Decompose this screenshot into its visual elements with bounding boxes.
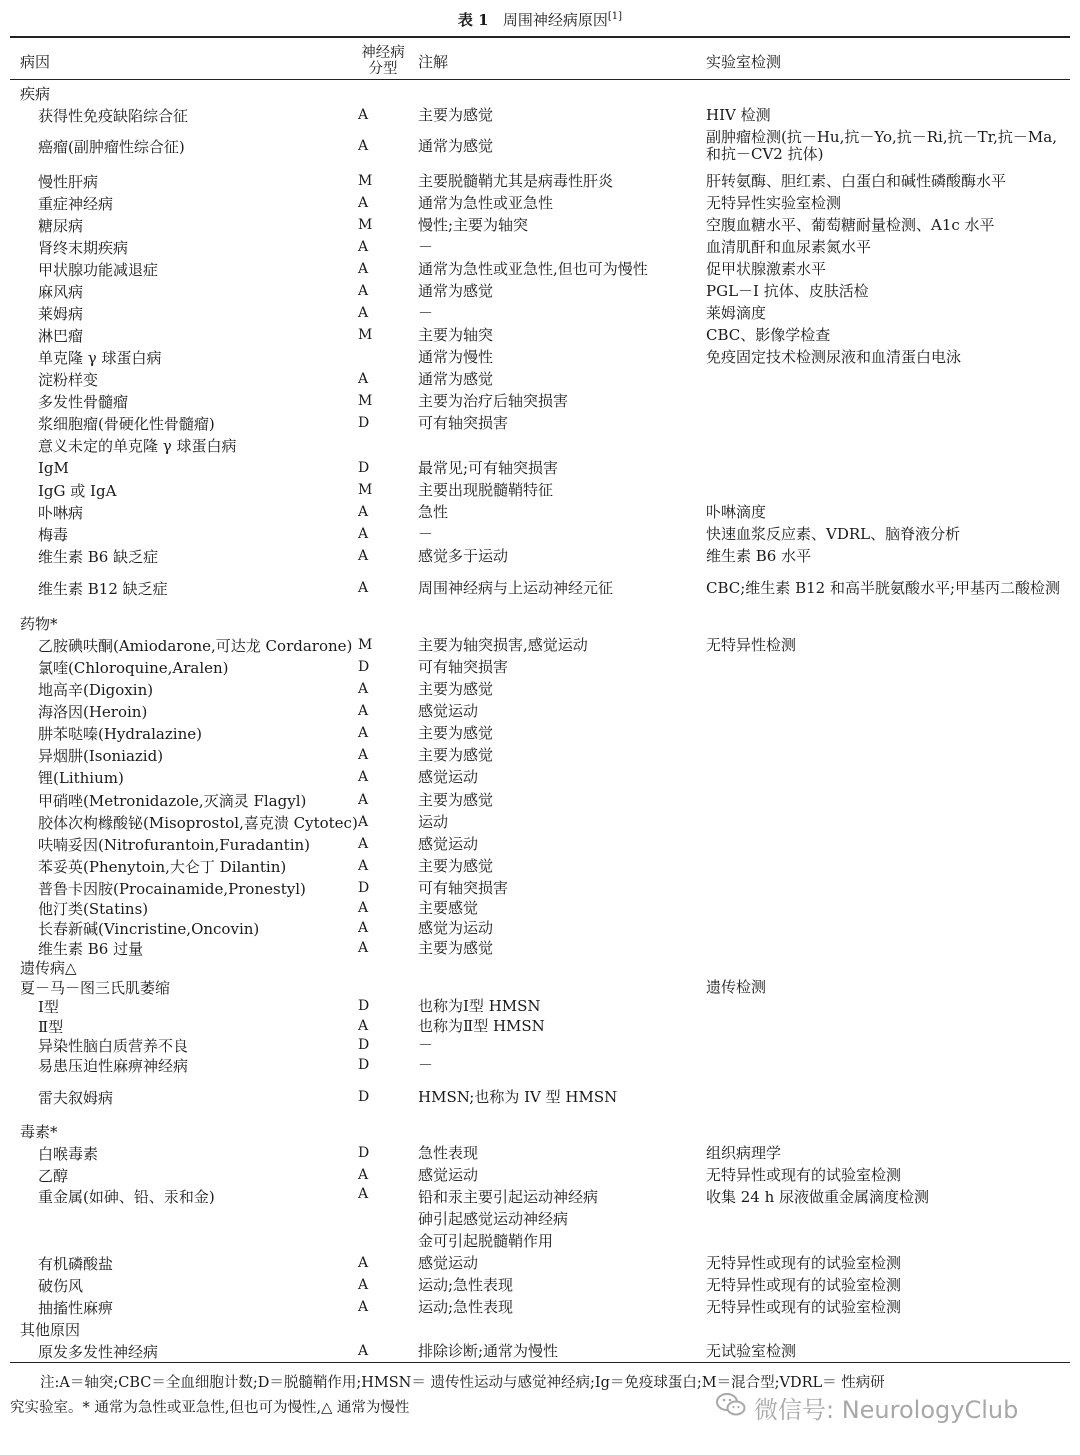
table-row: [10, 1186, 1070, 1252]
lab-cell: [706, 1086, 1070, 1108]
table-reference: [1]: [607, 11, 623, 22]
category-label: 夏－马－图三氏肌萎缩: [20, 978, 171, 997]
cause-cell: 胶体次枸橼酸铋(Misoprostol,喜克溃 Cytotec): [38, 813, 358, 832]
table-row: [10, 938, 1070, 958]
table-row: [10, 479, 1070, 501]
table-row: [10, 1164, 1070, 1186]
table-row: [10, 457, 1070, 479]
header-rule: [10, 79, 1070, 80]
cause-cell: 乙醇: [38, 1166, 69, 1185]
note-cell: 运动;急性表现: [418, 1298, 514, 1316]
lab-cell: [706, 898, 1070, 918]
cause-cell: 浆细胞瘤(骨硬化性骨髓瘤): [38, 414, 215, 433]
note-cell: [418, 82, 698, 104]
table-row: [10, 412, 1070, 434]
type-cell: A: [358, 792, 369, 808]
category-label: 毒素*: [20, 1122, 58, 1141]
table-row: [10, 126, 1070, 166]
cause-cell: 维生素 B6 过量: [38, 939, 144, 958]
type-cell: M: [358, 173, 373, 189]
note-cell: 通常为感觉: [418, 370, 494, 388]
type-cell: [358, 346, 408, 368]
cause-cell: 异染性脑白质营养不良: [38, 1036, 189, 1055]
lab-cell: 组织病理学: [706, 1143, 782, 1162]
lab-cell: [706, 368, 1070, 390]
watermark: [716, 1390, 1018, 1425]
header-note: 注解: [418, 52, 449, 71]
table-row: [10, 170, 1070, 192]
table-row: [10, 566, 1070, 610]
lab-cell: [706, 434, 1070, 456]
cause-cell: 氯喹(Chloroquine,Aralen): [38, 658, 229, 677]
lab-cell: [706, 412, 1070, 434]
footnote-line-1: 注:A＝轴突;CBC＝全血细胞计数;D＝脱髓鞘作用;HMSN＝ 遗传性运动与感觉神经病;Ig＝免疫球蛋白;M＝混合型;VDRL＝ 性病研: [40, 1375, 885, 1391]
table-row: [10, 324, 1070, 346]
type-cell: A: [358, 239, 369, 255]
table-row: [10, 214, 1070, 236]
note-cell: 感觉为运动: [418, 919, 494, 937]
note-cell: 主要为感觉: [418, 791, 494, 809]
table-row: [10, 678, 1070, 700]
bottom-rule: [10, 1362, 1070, 1363]
type-cell: A: [358, 1343, 369, 1359]
lab-cell: [706, 390, 1070, 412]
lab-cell: 促甲状腺激素水平: [706, 259, 827, 278]
lab-cell: [706, 996, 1070, 1016]
type-cell: D: [358, 998, 370, 1014]
note-cell: [418, 434, 698, 456]
cause-cell: 苯妥英(Phenytoin,大仑丁 Dilantin): [38, 857, 287, 876]
type-cell: A: [358, 1167, 369, 1183]
lab-cell: [706, 811, 1070, 833]
table-row: [10, 302, 1070, 324]
cause-cell: 重金属(如砷、铅、汞和金): [38, 1188, 215, 1206]
lab-cell: 卟啉滴度: [706, 502, 767, 521]
table-row: [10, 996, 1070, 1016]
lab-cell: [706, 877, 1070, 899]
table-row: [10, 722, 1070, 744]
type-cell: [358, 1318, 408, 1340]
table-row: [10, 855, 1070, 877]
type-cell: A: [358, 836, 369, 852]
lab-cell: [706, 82, 1070, 104]
lab-cell: 维生素 B6 水平: [706, 546, 812, 565]
cause-cell: 长春新碱(Vincristine,Oncovin): [38, 919, 260, 938]
lab-cell: 无特异性或现有的试验室检测: [706, 1275, 902, 1294]
lab-cell: CBC、影像学检查: [706, 325, 831, 344]
lab-cell: 快速血浆反应素、VDRL、脑脊液分析: [706, 524, 961, 543]
type-cell: A: [358, 107, 369, 123]
table-row: [10, 811, 1070, 833]
watermark-text: 微信号: NeurologyClub: [754, 1396, 1019, 1424]
note-cell: [418, 1120, 698, 1142]
note-cell: －: [418, 1036, 434, 1054]
top-rule: [10, 36, 1070, 38]
table-row: [10, 434, 1070, 456]
table-row: [10, 1296, 1070, 1318]
table-row: [10, 1055, 1070, 1075]
table-number: 表 1: [457, 11, 489, 29]
cause-cell: 维生素 B6 缺乏症: [38, 547, 159, 566]
type-cell: A: [358, 526, 369, 542]
note-cell: 排除诊断;通常为慢性: [418, 1342, 559, 1360]
note-cell: 也称为Ⅰ型 HMSN: [418, 997, 541, 1015]
category-row: [10, 82, 1070, 104]
type-cell: [358, 976, 408, 998]
type-cell: A: [358, 195, 369, 211]
type-cell: A: [358, 580, 369, 596]
cause-cell: 肾终末期疾病: [38, 238, 129, 257]
lab-cell: 无特异性实验室检测: [706, 193, 842, 212]
table-row: [10, 1035, 1070, 1055]
table-row: [10, 789, 1070, 811]
table-row: [10, 1142, 1070, 1164]
type-cell: A: [358, 920, 369, 936]
header-type: 神经病分型: [361, 45, 405, 77]
table-row: [10, 545, 1070, 567]
type-cell: [358, 956, 408, 978]
cause-cell: 乙胺碘呋酮(Amiodarone,可达龙 Cordarone): [38, 636, 353, 655]
category-label: 疾病: [20, 84, 51, 103]
table-row: [10, 1274, 1070, 1296]
table-row: [10, 1252, 1070, 1274]
cause-cell: Ⅰ型: [38, 997, 59, 1016]
lab-cell: 无特异性或现有的试验室检测: [706, 1253, 902, 1272]
lab-cell: [706, 479, 1070, 501]
lab-cell: 空腹血糖水平、葡萄糖耐量检测、A1c 水平: [706, 215, 995, 234]
table-row: [10, 656, 1070, 678]
cause-cell: IgG 或 IgA: [38, 481, 117, 500]
type-cell: A: [358, 747, 369, 763]
note-cell: 主要感觉: [418, 899, 479, 917]
note-cell: 也称为Ⅱ型 HMSN: [418, 1017, 545, 1035]
category-row: [10, 1120, 1070, 1142]
type-cell: A: [358, 703, 369, 719]
note-cell: 主要为感觉: [418, 106, 494, 124]
type-cell: A: [358, 900, 369, 916]
lab-cell: PGL－I 抗体、皮肤活检: [706, 281, 869, 300]
cause-cell: 肼苯哒嗪(Hydralazine): [38, 724, 202, 743]
cause-cell: 淋巴瘤: [38, 326, 84, 345]
type-cell: A: [358, 504, 369, 520]
table-title: [0, 6, 1080, 31]
table-row: [10, 1016, 1070, 1036]
note-cell: 周围神经病与上运动神经元征: [418, 579, 614, 597]
lab-cell: [706, 678, 1070, 700]
table-row: [10, 744, 1070, 766]
lab-cell: HIV 检测: [706, 105, 771, 124]
category-label: 其他原因: [20, 1320, 81, 1339]
type-cell: A: [358, 1018, 369, 1034]
cause-cell: Ⅱ型: [38, 1017, 64, 1036]
cause-cell: 易患压迫性麻痹神经病: [38, 1056, 189, 1075]
footnote-line-2: 究实验室。* 通常为急性或亚急性,但也可为慢性,△ 通常为慢性: [10, 1400, 410, 1416]
note-cell: 可有轴突损害: [418, 879, 509, 897]
type-cell: D: [358, 460, 370, 476]
table-row: [10, 390, 1070, 412]
category-row: [10, 1318, 1070, 1340]
type-cell: A: [358, 261, 369, 277]
lab-cell: [706, 1055, 1070, 1075]
table-row: [10, 346, 1070, 368]
note-cell: 主要为感觉: [418, 857, 494, 875]
type-cell: M: [358, 482, 373, 498]
type-cell: A: [358, 138, 369, 154]
type-cell: A: [358, 858, 369, 874]
note-cell: 通常为感觉: [418, 137, 494, 155]
cause-cell: 雷夫叙姆病: [38, 1088, 114, 1107]
note-cell: 通常为感觉: [418, 282, 494, 300]
note-cell: 通常为急性或亚急性,但也可为慢性: [418, 260, 648, 278]
type-cell: M: [358, 327, 373, 343]
lab-cell: 血清肌酐和血尿素氮水平: [706, 237, 872, 256]
lab-cell: CBC;维生素 B12 和高半胱氨酸水平;甲基丙二酸检测: [706, 578, 1061, 597]
lab-cell: [706, 855, 1070, 877]
type-cell: A: [358, 1299, 369, 1315]
type-cell: [358, 612, 408, 634]
lab-cell: 收集 24 h 尿液做重金属滴度检测: [706, 1188, 930, 1206]
lab-cell: [706, 833, 1070, 855]
cause-cell: 慢性肝病: [38, 172, 99, 191]
table-row: [10, 258, 1070, 280]
type-cell: A: [358, 1186, 369, 1202]
lab-cell: [706, 918, 1070, 938]
note-cell: 可有轴突损害: [418, 414, 509, 432]
table-title-text: 周围神经病原因: [502, 11, 608, 29]
table-row: [10, 766, 1070, 788]
cause-cell: 呋喃妥因(Nitrofurantoin,Furadantin): [38, 835, 310, 854]
type-cell: D: [358, 415, 370, 431]
table-row: [10, 918, 1070, 938]
table-row: [10, 501, 1070, 523]
category-row: [10, 956, 1070, 978]
note-cell: 可有轴突损害: [418, 658, 509, 676]
note-cell: 主要为感觉: [418, 680, 494, 698]
note-cell: 通常为急性或亚急性: [418, 194, 554, 212]
cause-cell: 维生素 B12 缺乏症: [38, 579, 168, 598]
table-row: [10, 1086, 1070, 1108]
lab-cell: [706, 1016, 1070, 1036]
type-cell: M: [358, 393, 373, 409]
table-header: [10, 44, 1070, 78]
cause-cell: IgM: [38, 459, 69, 477]
cause-cell: 多发性骨髓瘤: [38, 392, 129, 411]
note-cell: 感觉运动: [418, 1166, 479, 1184]
cause-cell: 普鲁卡因胺(Procainamide,Pronestyl): [38, 879, 306, 898]
note-cell: 主要出现脱髓鞘特征: [418, 481, 554, 499]
type-cell: M: [358, 637, 373, 653]
table-row: [10, 236, 1070, 258]
lab-cell: 免疫固定技术检测尿液和血清蛋白电泳: [706, 347, 962, 366]
cause-cell: 地高辛(Digoxin): [38, 680, 154, 699]
note-cell: 主要为轴突损害,感觉运动: [418, 636, 588, 654]
cause-cell: 原发多发性神经病: [38, 1342, 159, 1361]
lab-cell: [706, 700, 1070, 722]
note-cell: 急性表现: [418, 1144, 479, 1162]
lab-cell: [706, 766, 1070, 788]
type-cell: A: [358, 1277, 369, 1293]
cause-cell: 卟啉病: [38, 503, 84, 522]
header-lab: 实验室检测: [706, 52, 782, 71]
lab-cell: 副肿瘤检测(抗－Hu,抗－Yo,抗－Ri,抗－Tr,抗－Ma,和抗－CV2 抗体): [706, 128, 1057, 163]
note-cell: [418, 956, 698, 978]
note-cell: －: [418, 304, 434, 322]
type-cell: A: [358, 681, 369, 697]
lab-cell: 无特异性检测: [706, 635, 797, 654]
header-cause: 病因: [20, 52, 51, 71]
note-cell: 感觉运动: [418, 768, 479, 786]
lab-cell: 遗传检测: [706, 977, 767, 996]
type-cell: M: [358, 217, 373, 233]
cause-cell: 甲状腺功能减退症: [38, 260, 159, 279]
note-cell: 感觉运动: [418, 702, 479, 720]
cause-cell: 麻风病: [38, 282, 84, 301]
table-row: [10, 280, 1070, 302]
cause-cell: 白喉毒素: [38, 1144, 99, 1163]
table-row: [10, 368, 1070, 390]
lab-cell: 莱姆滴度: [706, 303, 767, 322]
lab-cell: [706, 1120, 1070, 1142]
lab-cell: [706, 612, 1070, 634]
lab-cell: [706, 722, 1070, 744]
type-cell: A: [358, 769, 369, 785]
category-label: 药物*: [20, 614, 58, 633]
type-cell: A: [358, 283, 369, 299]
note-cell: 感觉运动: [418, 1254, 479, 1272]
category-row: [10, 612, 1070, 634]
cause-cell: 重症神经病: [38, 194, 114, 213]
table-row: [10, 833, 1070, 855]
note-cell: 运动;急性表现: [418, 1276, 514, 1294]
note-cell: －: [418, 238, 434, 256]
cause-cell: 异烟肼(Isoniazid): [38, 746, 164, 765]
note-cell: －: [418, 525, 434, 543]
type-cell: A: [358, 305, 369, 321]
note-cell: 主要为感觉: [418, 724, 494, 742]
cause-cell: 意义未定的单克隆 γ 球蛋白病: [38, 436, 237, 455]
note-cell: 急性: [418, 503, 449, 521]
lab-cell: 无试验室检测: [706, 1341, 797, 1360]
type-cell: D: [358, 1089, 370, 1105]
table-row: [10, 104, 1070, 126]
table-row: [10, 898, 1070, 918]
note-cell: 感觉运动: [418, 835, 479, 853]
table-row: [10, 1340, 1070, 1362]
type-cell: A: [358, 814, 369, 830]
note-cell: 主要为感觉: [418, 746, 494, 764]
cause-cell: 他汀类(Statins): [38, 899, 149, 918]
cause-cell: 破伤风: [38, 1276, 84, 1295]
note-cell: [418, 612, 698, 634]
cause-cell: 糖尿病: [38, 216, 84, 235]
type-cell: D: [358, 1057, 370, 1073]
table-row: [10, 192, 1070, 214]
table-row: [10, 700, 1070, 722]
lab-cell: 无特异性或现有的试验室检测: [706, 1297, 902, 1316]
type-cell: D: [358, 880, 370, 896]
note-cell: 主要为轴突: [418, 326, 494, 344]
type-cell: A: [358, 725, 369, 741]
type-cell: A: [358, 371, 369, 387]
note-cell: 主要为感觉: [418, 939, 494, 957]
type-cell: [358, 1120, 408, 1142]
lab-cell: [706, 1318, 1070, 1340]
type-cell: D: [358, 659, 370, 675]
wechat-icon: [716, 1392, 746, 1424]
cause-cell: 莱姆病: [38, 304, 84, 323]
cause-cell: 梅毒: [38, 525, 69, 544]
note-cell: 主要脱髓鞘尤其是病毒性肝炎: [418, 172, 614, 190]
type-cell: A: [358, 1255, 369, 1271]
note-cell: HMSN;也称为 IV 型 HMSN: [418, 1088, 618, 1106]
lab-cell: [706, 656, 1070, 678]
table-row: [10, 877, 1070, 899]
cause-cell: 海洛因(Heroin): [38, 702, 148, 721]
type-cell: [358, 434, 408, 456]
note-cell: 运动: [418, 813, 449, 831]
cause-cell: 锂(Lithium): [38, 768, 124, 787]
lab-cell: [706, 938, 1070, 958]
note-cell: 慢性;主要为轴突: [418, 216, 529, 234]
lab-cell: [706, 457, 1070, 479]
note-cell: 主要为治疗后轴突损害: [418, 392, 569, 410]
type-cell: D: [358, 1037, 370, 1053]
table-row: [10, 523, 1070, 545]
note-cell: 最常见;可有轴突损害: [418, 459, 559, 477]
lab-cell: [706, 956, 1070, 978]
lab-cell: [706, 789, 1070, 811]
note-cell: 铅和汞主要引起运动神经病 砷引起感觉运动神经病 金可引起脱髓鞘作用: [418, 1188, 599, 1250]
cause-cell: 癌瘤(副肿瘤性综合征): [38, 137, 185, 156]
cause-cell: 抽搐性麻痹: [38, 1298, 114, 1317]
type-cell: A: [358, 548, 369, 564]
lab-cell: [706, 744, 1070, 766]
note-cell: 通常为慢性: [418, 348, 494, 366]
lab-cell: 肝转氨酶、胆红素、白蛋白和碱性磷酸酶水平: [706, 171, 1007, 190]
cause-cell: 单克隆 γ 球蛋白病: [38, 348, 162, 367]
note-cell: －: [418, 1056, 434, 1074]
table-row: [10, 634, 1070, 656]
category-label: 遗传病△: [20, 958, 77, 977]
type-cell: [358, 82, 408, 104]
type-cell: A: [358, 940, 369, 956]
lab-cell: [706, 1035, 1070, 1055]
cause-cell: 获得性免疫缺陷综合征: [38, 106, 189, 125]
cause-cell: 甲硝唑(Metronidazole,灭滴灵 Flagyl): [38, 791, 307, 810]
lab-cell: 无特异性或现有的试验室检测: [706, 1165, 902, 1184]
type-cell: D: [358, 1145, 370, 1161]
cause-cell: 有机磷酸盐: [38, 1254, 114, 1273]
cause-cell: 淀粉样变: [38, 370, 99, 389]
note-cell: [418, 1318, 698, 1340]
note-cell: 感觉多于运动: [418, 547, 509, 565]
